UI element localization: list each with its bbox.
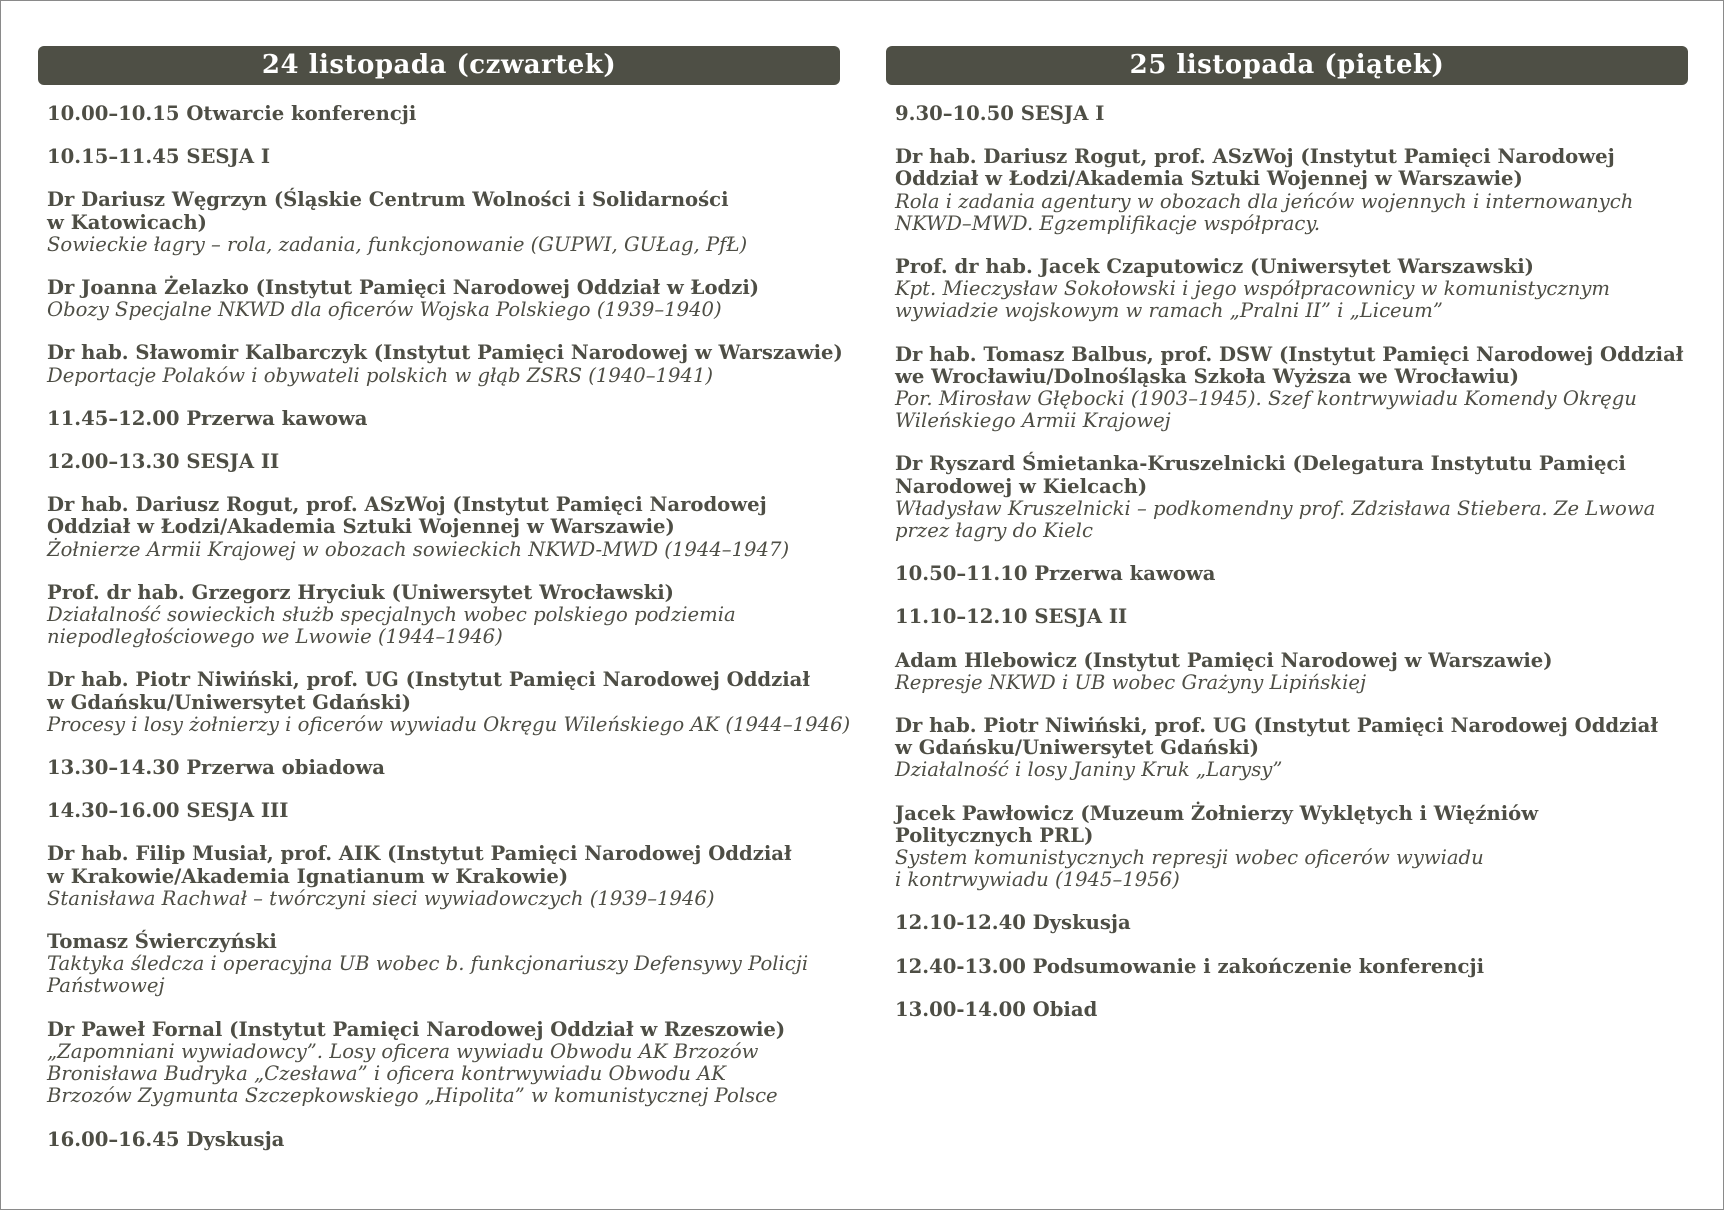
- talk-title-line: „Zapomniani wywiadowcy”. Losy oficera wywiadu Obwodu AK Brzozów: [47, 1039, 759, 1063]
- item-heading-line: 10.15–11.45 SESJA I: [47, 145, 271, 169]
- item-heading-line: 10.50–11.10 Przerwa kawowa: [895, 562, 1216, 586]
- program-item: [47, 1129, 840, 1151]
- item-heading-line: Dr hab. Dariusz Rogut, prof. ASzWoj (Instytut Pamięci Narodowej: [895, 145, 1615, 169]
- talk-title-line: Władysław Kruszelnicki – podkomendny prof. Zdzisława Stiebera. Ze Lwowa: [895, 496, 1656, 520]
- talk-title-line: Stanisława Rachwał – twórczyni sieci wywiadowczych (1939–1946): [47, 886, 715, 910]
- item-heading-line: 11.45–12.00 Przerwa kawowa: [47, 406, 368, 430]
- program-item: [47, 494, 840, 561]
- program-items: [38, 85, 851, 1151]
- program-item: [47, 408, 840, 430]
- talk-title-line: i kontrwywiadu (1945–1956): [895, 868, 1180, 892]
- talk-title-line: niepodległościowego we Lwowie (1944–1946): [47, 625, 503, 649]
- program-item: [47, 757, 840, 779]
- talk-title-line: Państwowej: [47, 974, 165, 998]
- item-heading-line: Jacek Pawłowicz (Muzeum Żołnierzy Wyklętych i Więźniów: [895, 801, 1539, 825]
- program-item: [47, 146, 840, 168]
- talk-title-line: Taktyka śledcza i operacyjna UB wobec b. funkcjonariuszy Defensywy Policji: [47, 952, 809, 976]
- program-item: [895, 715, 1688, 782]
- day-header: 24 listopada (czwartek): [38, 46, 840, 85]
- item-heading-line: 14.30–16.00 SESJA III: [47, 799, 289, 823]
- program-item: [47, 341, 843, 387]
- item-heading-line: Dr hab. Dariusz Rogut, prof. ASzWoj (Instytut Pamięci Narodowej: [47, 493, 767, 517]
- program-item: [895, 650, 1688, 694]
- item-heading-line: Dr hab. Piotr Niwiński, prof. UG (Instytut Pamięci Narodowej Oddział: [47, 668, 810, 692]
- talk-title-line: Deportacje Polaków i obywateli polskich w głąb ZSRS (1940–1941): [47, 363, 714, 387]
- program-item: [47, 931, 840, 998]
- talk-title-line: Wileńskiego Armii Krajowej: [895, 409, 1171, 433]
- program-item: [895, 453, 1688, 542]
- item-heading-line: 13.30–14.30 Przerwa obiadowa: [47, 756, 385, 780]
- day-column-thursday: [38, 46, 851, 1172]
- talk-title-line: Żołnierze Armii Krajowej w obozach sowieckich NKWD-MWD (1944–1947): [47, 537, 790, 561]
- item-heading-line: 16.00–16.45 Dyskusja: [47, 1127, 285, 1151]
- item-heading-line: 10.00–10.15 Otwarcie konferencji: [47, 102, 417, 125]
- talk-title-line: Działalność sowieckich służb specjalnych wobec polskiego podziemia: [47, 603, 736, 627]
- program-item: [47, 189, 840, 256]
- talk-title-line: System komunistycznych represji wobec oficerów wywiadu: [895, 846, 1484, 870]
- program-item: [895, 606, 1688, 628]
- talk-title-line: Por. Mirosław Głębocki (1903–1945). Szef kontrwywiadu Komendy Okręgu: [895, 387, 1637, 411]
- item-heading-line: Dr Ryszard Śmietanka-Kruszelnicki (Delegatura Instytutu Pamięci: [895, 452, 1626, 476]
- talk-title-line: Rola i zadania agentury w obozach dla jeńców wojennych i internowanych: [895, 189, 1634, 213]
- item-heading-line: Prof. dr hab. Grzegorz Hryciuk (Uniwersytet Wrocławski): [47, 580, 674, 604]
- talk-title-line: Procesy i losy żołnierzy i oficerów wywiadu Okręgu Wileńskiego AK (1944–1946): [47, 712, 851, 736]
- program-item: [895, 146, 1688, 235]
- program-item: [47, 800, 840, 822]
- talk-title-line: Bronisława Budryka „Czesława” i oficera kontrwywiadu Obwodu AK: [47, 1062, 726, 1086]
- item-heading-line: 11.10–12.10 SESJA II: [895, 605, 1128, 629]
- program-item: [895, 256, 1688, 323]
- talk-title-line: przez łagry do Kielc: [895, 519, 1093, 543]
- talk-title-line: Kpt. Mieczysław Sokołowski i jego współpracownicy w komunistycznym: [895, 277, 1610, 301]
- day-header: 25 listopada (piątek): [886, 46, 1688, 85]
- program-item: [47, 277, 840, 321]
- talk-title-line: Represje NKWD i UB wobec Grażyny Lipińskiej: [895, 670, 1367, 694]
- item-heading-line: Dr Paweł Fornal (Instytut Pamięci Narodowej Oddział w Rzeszowie): [47, 1017, 786, 1041]
- item-heading-line: Dr hab. Tomasz Balbus, prof. DSW (Instytut Pamięci Narodowej Oddział: [895, 342, 1684, 366]
- item-heading-line: w Katowicach): [47, 210, 207, 234]
- item-heading-line: 13.00-14.00 Obiad: [895, 997, 1098, 1021]
- program-item: [895, 103, 1688, 125]
- item-heading-line: Tomasz Świerczyński: [47, 930, 277, 954]
- item-heading-line: w Krakowie/Akademia Ignatianum w Krakowie): [47, 864, 569, 888]
- item-heading-line: Dr hab. Piotr Niwiński, prof. UG (Instytut Pamięci Narodowej Oddział: [895, 714, 1658, 738]
- item-heading-line: 12.10-12.40 Dyskusja: [895, 911, 1131, 935]
- program-item: [895, 563, 1688, 585]
- item-heading-line: 9.30–10.50 SESJA I: [895, 102, 1105, 125]
- item-heading-line: Dr hab. Sławomir Kalbarczyk (Instytut Pamięci Narodowej w Warszawie): [47, 341, 843, 365]
- item-heading-line: Adam Hlebowicz (Instytut Pamięci Narodowej w Warszawie): [895, 648, 1553, 672]
- item-heading-line: Oddział w Łodzi/Akademia Sztuki Wojennej w Warszawie): [895, 167, 1523, 191]
- program-item: [895, 912, 1688, 934]
- talk-title-line: wywiadzie wojskowym w ramach „Pralni II” i „Liceum”: [895, 299, 1443, 323]
- item-heading-line: Narodowej w Kielcach): [895, 474, 1148, 498]
- program-item: [895, 344, 1688, 433]
- item-heading-line: Prof. dr hab. Jacek Czaputowicz (Uniwersytet Warszawski): [895, 255, 1534, 279]
- talk-title-line: Brzozów Zygmunta Szczepkowskiego „Hipolita” w komunistycznej Polsce: [47, 1084, 778, 1108]
- program-item: [895, 956, 1688, 978]
- program-item: [47, 451, 840, 473]
- program-items: [886, 85, 1688, 1021]
- day-column-friday: [886, 46, 1688, 1042]
- talk-title-line: NKWD–MWD. Egzemplifikacje współpracy.: [895, 211, 1321, 235]
- program-item: [895, 803, 1688, 892]
- program-item: [47, 1019, 840, 1108]
- item-heading-line: Politycznych PRL): [895, 823, 1094, 847]
- talk-title-line: Sowieckie łagry – rola, zadania, funkcjonowanie (GUPWI, GUŁag, PfŁ): [47, 232, 748, 256]
- item-heading-line: w Gdańsku/Uniwersytet Gdański): [47, 690, 412, 714]
- item-heading-line: w Gdańsku/Uniwersytet Gdański): [895, 736, 1260, 760]
- item-heading-line: we Wrocławiu/Dolnośląska Szkoła Wyższa we Wrocławiu): [895, 364, 1520, 388]
- item-heading-line: Dr hab. Filip Musiał, prof. AIK (Instytut Pamięci Narodowej Oddział: [47, 842, 792, 866]
- program-item: [895, 999, 1688, 1021]
- item-heading-line: 12.40-13.00 Podsumowanie i zakończenie konferencji: [895, 954, 1485, 978]
- program-item: [47, 582, 840, 649]
- program-item: [47, 668, 851, 736]
- item-heading-line: 12.00–13.30 SESJA II: [47, 450, 280, 474]
- item-heading-line: Dr Joanna Żelazko (Instytut Pamięci Narodowej Oddział w Łodzi): [47, 276, 760, 300]
- talk-title-line: Działalność i losy Janiny Kruk „Larysy”: [895, 758, 1283, 782]
- talk-title-line: Obozy Specjalne NKWD dla oficerów Wojska Polskiego (1939–1940): [47, 298, 722, 322]
- program-item: [47, 103, 840, 125]
- item-heading-line: Dr Dariusz Węgrzyn (Śląskie Centrum Wolności i Solidarności: [47, 188, 729, 212]
- item-heading-line: Oddział w Łodzi/Akademia Sztuki Wojennej w Warszawie): [47, 515, 675, 539]
- program-item: [47, 843, 840, 910]
